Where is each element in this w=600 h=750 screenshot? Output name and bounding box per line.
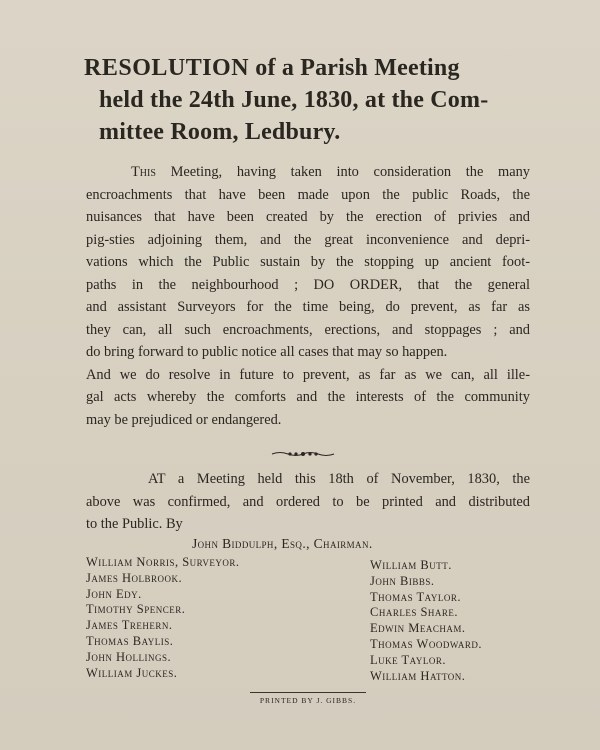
signatory: Edwin Meacham.: [370, 621, 466, 636]
title-line-1: [84, 52, 544, 84]
signatory: John Bibbs.: [370, 573, 435, 588]
signatory: John Edy.: [86, 586, 142, 601]
resolution-line: do bring forward to public notice all cases that may so happen.: [86, 344, 448, 360]
title-line-3: mittee Room, Ledbury.: [99, 119, 341, 145]
resolution-line: vations which the Public sustain by the stopping up ancient foot-: [86, 254, 530, 270]
confirmation-line: above was confirmed, and ordered to be printed and distributed: [86, 493, 530, 510]
signatory: James Holbrook.: [86, 570, 183, 585]
document-title: [84, 52, 544, 148]
confirmation-line: to the Public. By: [86, 516, 183, 532]
signatories-left-column: [86, 555, 240, 681]
signatory: John Hollings.: [86, 649, 172, 664]
resolution-line: pig-sties adjoining them, and the great inconvenience and depri-: [86, 231, 530, 248]
signatory: Thomas Taylor.: [370, 589, 461, 604]
ornament-divider-icon: [270, 449, 336, 459]
signatory: Luke Taylor.: [370, 652, 446, 667]
signatory: James Trehern.: [86, 618, 173, 633]
signatory: William Hatton.: [370, 668, 466, 683]
resolution-paragraph: [86, 161, 530, 431]
resolution-line: they can, all such encroachments, erections, and stoppages ; and: [86, 321, 530, 338]
signatory: Thomas Woodward.: [370, 636, 482, 651]
opening-word: This: [131, 164, 156, 180]
resolution-line: And we do resolve in future to prevent, as far as we can, all ille-: [86, 366, 530, 383]
signatory: Timothy Spencer.: [86, 602, 186, 617]
signatory: William Norris, Surveyor.: [86, 555, 240, 569]
confirmation-paragraph: [86, 468, 530, 536]
signatory: William Butt.: [370, 558, 452, 572]
resolution-line: gal acts whereby the comforts and the interests of the community: [86, 389, 530, 405]
printer-imprint: PRINTED BY J. GIBBS.: [250, 692, 366, 705]
confirmation-line: AT a Meeting held this 18th of November, 1830, the: [148, 471, 530, 487]
title-line-2: held the 24th June, 1830, at the Com-: [99, 87, 489, 113]
chairman-line: John Biddulph, Esq., Chairman.: [192, 536, 373, 551]
title-keyword: RESOLUTION: [84, 55, 250, 81]
signatory: Thomas Baylis.: [86, 633, 174, 648]
resolution-line: may be prejudiced or endangered.: [86, 411, 282, 428]
title-line-1-rest: of a Parish Meeting: [249, 55, 460, 81]
resolution-line: and assistant Surveyors for the time being, do prevent, as far as: [86, 299, 530, 315]
signatory: Charles Share.: [370, 605, 459, 620]
resolution-line: This Meeting, having taken into consideration the many: [131, 164, 530, 180]
resolution-line: paths in the neighbourhood ; DO ORDER, that the general: [86, 276, 530, 293]
resolution-line: nuisances that have been created by the erection of privies and: [86, 209, 530, 225]
signatory: William Juckes.: [86, 665, 178, 680]
signatories-right-column: [370, 558, 482, 684]
resolution-line: encroachments that have been made upon the public Roads, the: [86, 186, 530, 203]
